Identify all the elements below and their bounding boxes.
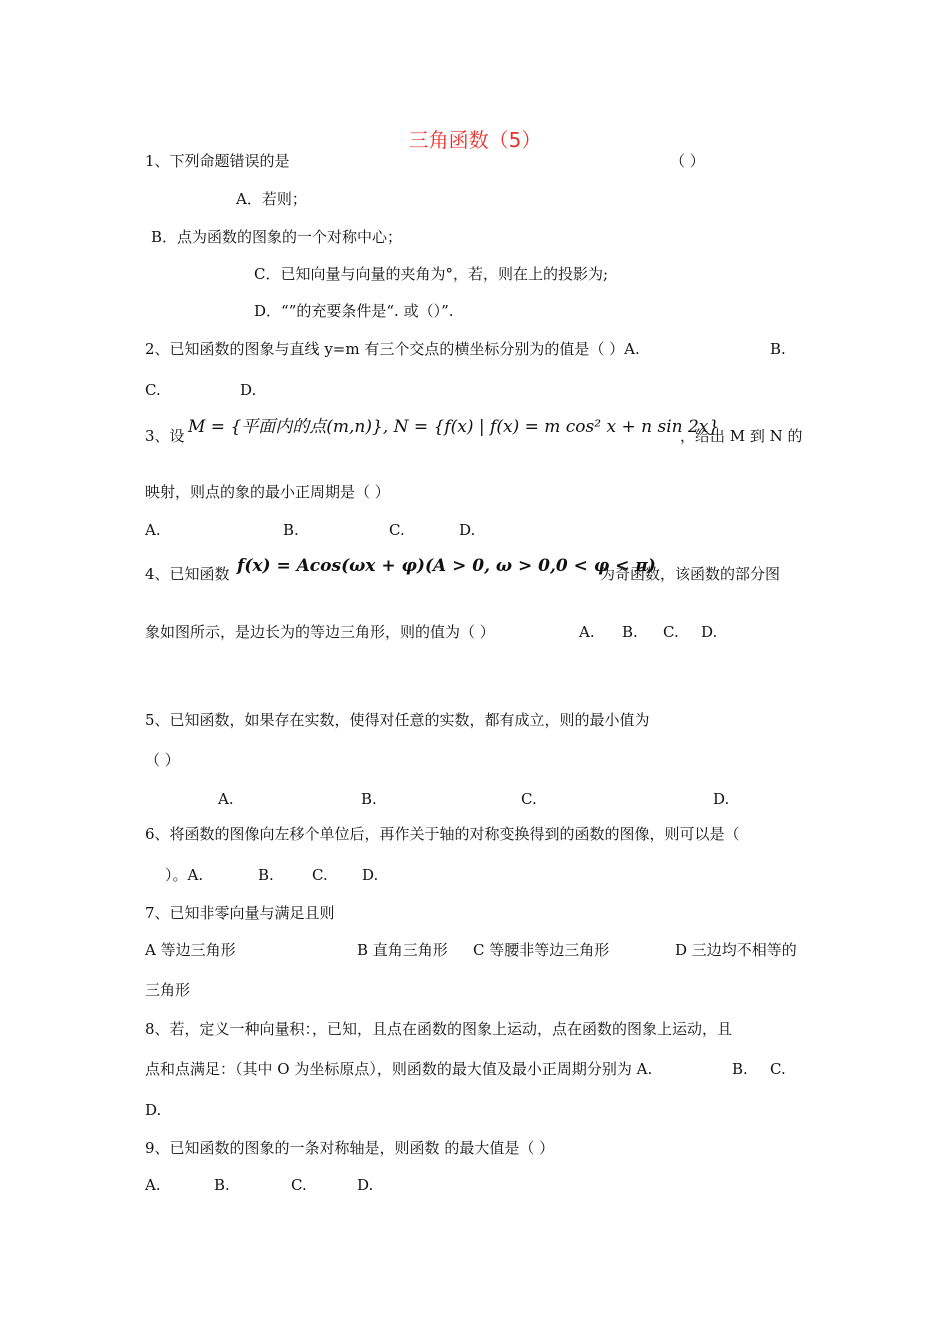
q3-option-a: A. [145,521,161,539]
q2-option-b: B. [770,340,786,358]
q5-option-c: C. [521,790,537,808]
q2-stem: 2、已知函数的图象与直线 y=m 有三个交点的横坐标分别为的值是（ ）A. [145,340,640,358]
q8-line2: 点和点满足：（其中 O 为坐标原点），则函数的最大值及最小正周期分别为 A. [145,1060,653,1078]
q3-formula: M = {平面内的点(m,n)}, N = {f(x) | f(x) = m cos² x + n sin 2x} [188,417,720,437]
q1-option-d: D．“”的充要条件是“. 或（）”. [254,302,454,320]
q7-option-a: A 等边三角形 [145,941,236,959]
q5-option-a: A. [218,790,234,808]
q7-line3: 三角形 [145,981,191,999]
q4-formula: f(x) = Acos(ωx + φ)(A > 0, ω > 0,0 < φ < π) [237,556,656,576]
q3-option-c: C. [389,521,405,539]
q4-option-a: A. [579,623,595,641]
q4-suffix: 为奇函数，该函数的部分图 [600,565,781,583]
q2-option-d: D. [240,381,257,399]
q4-line2: 象如图所示，是边长为的等边三角形，则的值为（ ） [145,623,495,641]
q4-option-d: D. [701,623,718,641]
q1-option-c: C．已知向量与向量的夹角为°，若，则在上的投影为; [254,265,609,283]
q4-option-c: C. [663,623,679,641]
q5-option-b: B. [361,790,377,808]
q9-option-b: B. [214,1176,230,1194]
q3-line2: 映射，则点的象的最小正周期是（ ） [145,483,390,501]
q3-prefix: 3、设 [145,427,185,445]
q9-stem: 9、已知函数的图象的一条对称轴是，则函数 的最大值是（ ） [145,1139,555,1157]
q7-option-c: C 等腰非等边三角形 [473,941,610,959]
q8-option-d: D. [145,1101,162,1119]
q3-option-d: D. [459,521,476,539]
q9-option-d: D. [357,1176,374,1194]
q9-option-a: A. [145,1176,161,1194]
q6-stem: 6、将函数的图像向左移个单位后，再作关于轴的对称变换得到的函数的图像，则可以是（ [145,825,740,843]
q6-option-b: B. [258,866,274,884]
q7-option-d: D 三边均不相等的 [675,941,797,959]
q5-stem: 5、已知函数，如果存在实数，使得对任意的实数，都有成立，则的最小值为 [145,711,650,729]
q8-stem: 8、若，定义一种向量积：，已知，且点在函数的图象上运动，点在函数的图象上运动，且 [145,1020,733,1038]
q3-option-b: B. [283,521,299,539]
q1-stem: 1、下列命题错误的是 [145,152,290,170]
q5-option-d: D. [713,790,730,808]
q4-prefix: 4、已知函数 [145,565,230,583]
q6-line2: ）。A. [165,866,204,884]
q8-option-c: C. [770,1060,786,1078]
page-title: 三角函数（5） [408,128,542,152]
q4-option-b: B. [622,623,638,641]
q1-option-b: B．点为函数的图象的一个对称中心； [151,228,403,246]
q6-option-d: D. [362,866,379,884]
q1-option-a: A．若则； [236,190,307,208]
q9-option-c: C. [291,1176,307,1194]
q1-paren: （ ） [670,152,705,170]
q6-option-c: C. [312,866,328,884]
q2-option-c: C. [145,381,161,399]
q8-option-b: B. [732,1060,748,1078]
q7-option-b: B 直角三角形 [357,941,448,959]
q5-paren: （ ） [145,751,180,769]
q3-suffix: ，给出 M 到 N 的 [680,427,803,445]
q7-stem: 7、已知非零向量与满足且则 [145,904,335,922]
